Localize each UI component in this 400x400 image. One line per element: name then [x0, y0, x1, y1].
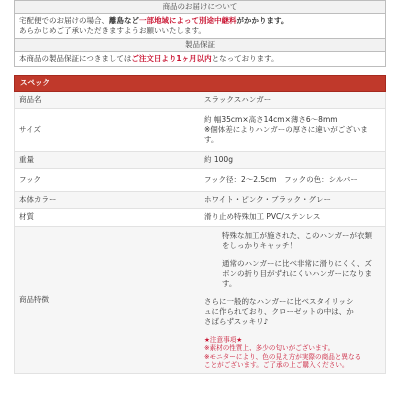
features-content [200, 226, 386, 373]
spec-value: ホワイト・ピンク・ブラック・グレー [200, 192, 386, 209]
delivery-text [15, 14, 386, 39]
notes-title: ★注意事項★ [204, 335, 243, 344]
features-label: 商品特徴 [15, 226, 201, 373]
note-item: ※モニターにより、色の見え方が実際の商品と異なることがございます。ご了承の上ご購入ください。 [204, 352, 362, 370]
spec-header: スペック [15, 76, 386, 91]
warranty-text-after: となっております。 [211, 54, 279, 64]
warranty-text [15, 52, 386, 67]
warranty-title: 製品保証 [15, 39, 386, 52]
spec-table [14, 75, 386, 373]
spec-value: 約 幅35cm×高さ14cm×薄さ6～8mm ※個体差によりハンガーの厚さに違いがございます。 [200, 108, 386, 151]
delivery-highlight-red: 一部地域によって別途中継料 [139, 16, 237, 25]
spec-value: フック径：2～2.5cm フックの色：シルバー [200, 169, 386, 192]
warranty-highlight-red: ご注文日より1ヶ月以内 [131, 54, 212, 64]
delivery-line2: あらかじめご了承いただきますようお願いいたします。 [19, 26, 206, 36]
feature-paragraph: 通常のハンガーに比べ非常に滑りにくく、ズボンの折り目がずれにくいハンガーになります。 [222, 258, 372, 288]
delivery-section [14, 0, 386, 67]
note-item: ※素材の性質上、多少の匂いがございます。 [204, 344, 335, 353]
spec-value: 滑り止め特殊加工 PVC/ステンレス [200, 209, 386, 226]
feature-paragraph: 特殊な加工が施された、このハンガーが衣類をしっかりキャッチ！ [222, 230, 372, 250]
spec-value: スラックスハンガー [200, 91, 386, 108]
spec-label: 重量 [15, 152, 201, 169]
product-info [14, 0, 386, 374]
spec-value: 約 100g [200, 152, 386, 169]
delivery-text-after: がかかります。 [236, 16, 289, 25]
spec-label: 材質 [15, 209, 201, 226]
spec-label: サイズ [15, 108, 201, 151]
delivery-title: 商品のお届けについて [15, 1, 386, 14]
spec-label: フック [15, 169, 201, 192]
spec-label: 商品名 [15, 91, 201, 108]
delivery-text-part: 宅配便でのお届けの場合、 [19, 16, 109, 25]
spec-label: 本体カラー [15, 192, 201, 209]
feature-paragraph: さらに一般的なハンガーに比べスタイリッシュに作られており、クローゼットの中は、かさばらずスッキリ♪ [204, 297, 354, 327]
notes-box [204, 336, 362, 370]
delivery-highlight-bold: 離島など [109, 16, 139, 25]
warranty-text-part: 本商品の製品保証につきましては [19, 54, 132, 64]
